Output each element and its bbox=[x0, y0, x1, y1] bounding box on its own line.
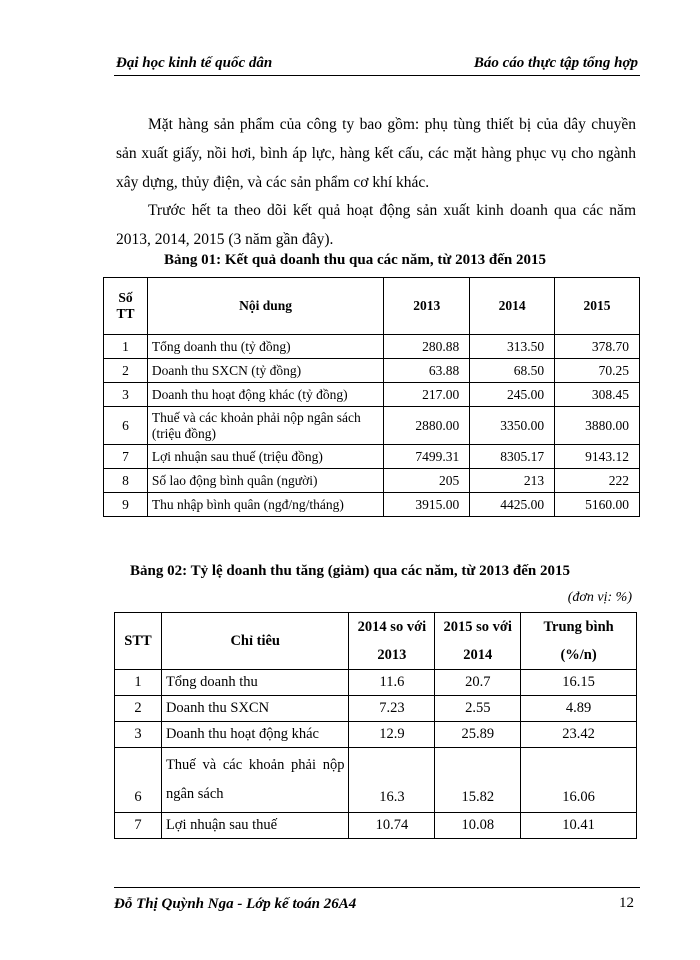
table-cell: 6 bbox=[115, 748, 162, 813]
table-cell: 1 bbox=[104, 335, 148, 359]
table-cell: Doanh thu SXCN bbox=[161, 696, 349, 722]
table-cell: 15.82 bbox=[435, 748, 521, 813]
table-row bbox=[104, 469, 640, 493]
table-cell: Lợi nhuận sau thuế bbox=[161, 813, 349, 839]
table-cell: Thu nhập bình quân (ngđ/ng/tháng) bbox=[147, 493, 383, 517]
paragraph-results-text: Trước hết ta theo dõi kết quả hoạt động sản xuất kinh doanh qua các năm 2013, 2014, 2015 (3 năm gần đây). bbox=[116, 202, 636, 248]
table-cell: 2 bbox=[115, 696, 162, 722]
table-cell: 9143.12 bbox=[555, 445, 640, 469]
table-cell: Số lao động bình quân (người) bbox=[147, 469, 383, 493]
paragraph-results-intro bbox=[116, 196, 636, 254]
table-cell: 10.74 bbox=[349, 813, 435, 839]
header-university: Đại học kinh tế quốc dân bbox=[116, 55, 273, 71]
table-cell: 3350.00 bbox=[470, 407, 555, 445]
table-cell: 222 bbox=[555, 469, 640, 493]
table-cell: 68.50 bbox=[470, 359, 555, 383]
table-header-row bbox=[115, 613, 637, 670]
table-cell: 16.3 bbox=[349, 748, 435, 813]
table-cell: 217.00 bbox=[384, 383, 470, 407]
table-cell: 20.7 bbox=[435, 670, 521, 696]
table-row bbox=[115, 748, 637, 813]
table-header-cell: 2015 bbox=[555, 278, 640, 335]
table-cell: 10.41 bbox=[521, 813, 637, 839]
table-cell: 378.70 bbox=[555, 335, 640, 359]
growth-rate-table bbox=[114, 612, 637, 839]
header-report-title: Báo cáo thực tập tổng hợp bbox=[473, 55, 638, 71]
table-header-cell: Số TT bbox=[104, 278, 148, 335]
table-row bbox=[115, 813, 637, 839]
table-header-row bbox=[104, 278, 640, 335]
table2-unit: (đơn vị: %) bbox=[567, 590, 632, 605]
table-cell: Tổng doanh thu bbox=[161, 670, 349, 696]
table-row bbox=[104, 383, 640, 407]
table-cell: 63.88 bbox=[384, 359, 470, 383]
table-cell: 313.50 bbox=[470, 335, 555, 359]
page-number: 12 bbox=[619, 895, 634, 911]
table-header-cell: 2014 bbox=[470, 278, 555, 335]
paragraph-products-text: Mặt hàng sản phẩm của công ty bao gồm: phụ tùng thiết bị của dây chuyền sản xuất giấy, nồi hơi, bình áp lực, hàng kết cấu, các mặt hàng phục vụ cho ngành xây dựng, thủy điện, và các sản phẩm cơ khí khác. bbox=[116, 116, 636, 191]
table-header-cell: 2014 so với 2013 bbox=[349, 613, 435, 670]
table-cell: Doanh thu hoạt động khác (tỷ đồng) bbox=[147, 383, 383, 407]
table-row bbox=[115, 696, 637, 722]
table-cell: 1 bbox=[115, 670, 162, 696]
table-cell: Tổng doanh thu (tỷ đồng) bbox=[147, 335, 383, 359]
table-cell: 7 bbox=[115, 813, 162, 839]
table-header-cell: STT bbox=[115, 613, 162, 670]
table-row bbox=[104, 359, 640, 383]
table1-caption: Bảng 01: Kết quả doanh thu qua các năm, từ 2013 đến 2015 bbox=[164, 252, 546, 268]
table-row bbox=[104, 407, 640, 445]
table-row bbox=[104, 335, 640, 359]
table-header-cell: Nội dung bbox=[147, 278, 383, 335]
table-header-cell: 2015 so với 2014 bbox=[435, 613, 521, 670]
table-cell: 2.55 bbox=[435, 696, 521, 722]
table-cell: 9 bbox=[104, 493, 148, 517]
table-row bbox=[115, 722, 637, 748]
table-cell: 11.6 bbox=[349, 670, 435, 696]
table-cell: Lợi nhuận sau thuế (triệu đồng) bbox=[147, 445, 383, 469]
table-cell: Doanh thu hoạt động khác bbox=[161, 722, 349, 748]
table-cell: Thuế và các khoản phải nộp ngân sách bbox=[161, 748, 349, 813]
table-cell: 12.9 bbox=[349, 722, 435, 748]
table-cell: 245.00 bbox=[470, 383, 555, 407]
table-cell: 5160.00 bbox=[555, 493, 640, 517]
table-cell: 3880.00 bbox=[555, 407, 640, 445]
table-cell: 25.89 bbox=[435, 722, 521, 748]
footer-author: Đỗ Thị Quỳnh Nga - Lớp kế toán 26A4 bbox=[114, 896, 357, 912]
table-row bbox=[104, 493, 640, 517]
table-cell: 3 bbox=[115, 722, 162, 748]
table-cell: 4.89 bbox=[521, 696, 637, 722]
table-cell: 8305.17 bbox=[470, 445, 555, 469]
table2-caption: Bảng 02: Tỷ lệ doanh thu tăng (giảm) qua các năm, từ 2013 đến 2015 bbox=[130, 563, 571, 579]
table-cell: 70.25 bbox=[555, 359, 640, 383]
table-header-cell: 2013 bbox=[384, 278, 470, 335]
table-cell: 4425.00 bbox=[470, 493, 555, 517]
page-header bbox=[114, 53, 640, 76]
revenue-table bbox=[103, 277, 640, 517]
table-cell: 2 bbox=[104, 359, 148, 383]
table-cell: 16.15 bbox=[521, 670, 637, 696]
table-cell: 8 bbox=[104, 469, 148, 493]
table-cell: 7 bbox=[104, 445, 148, 469]
table-row bbox=[104, 445, 640, 469]
table-cell: 3 bbox=[104, 383, 148, 407]
table-header-cell: Trung bình (%/n) bbox=[521, 613, 637, 670]
table-cell: 205 bbox=[384, 469, 470, 493]
paragraph-products bbox=[116, 110, 636, 197]
table-header-cell: Chỉ tiêu bbox=[161, 613, 349, 670]
table-cell: 3915.00 bbox=[384, 493, 470, 517]
table-cell: Thuế và các khoản phải nộp ngân sách (triệu đồng) bbox=[147, 407, 383, 445]
page-footer bbox=[114, 887, 640, 912]
table-cell: 7.23 bbox=[349, 696, 435, 722]
table-cell: 7499.31 bbox=[384, 445, 470, 469]
table-cell: 6 bbox=[104, 407, 148, 445]
table-cell: Doanh thu SXCN (tỷ đồng) bbox=[147, 359, 383, 383]
table-cell: 308.45 bbox=[555, 383, 640, 407]
table-cell: 213 bbox=[470, 469, 555, 493]
table-cell: 23.42 bbox=[521, 722, 637, 748]
table-cell: 280.88 bbox=[384, 335, 470, 359]
table-row bbox=[115, 670, 637, 696]
table-cell: 2880.00 bbox=[384, 407, 470, 445]
table-cell: 16.06 bbox=[521, 748, 637, 813]
table-cell: 10.08 bbox=[435, 813, 521, 839]
